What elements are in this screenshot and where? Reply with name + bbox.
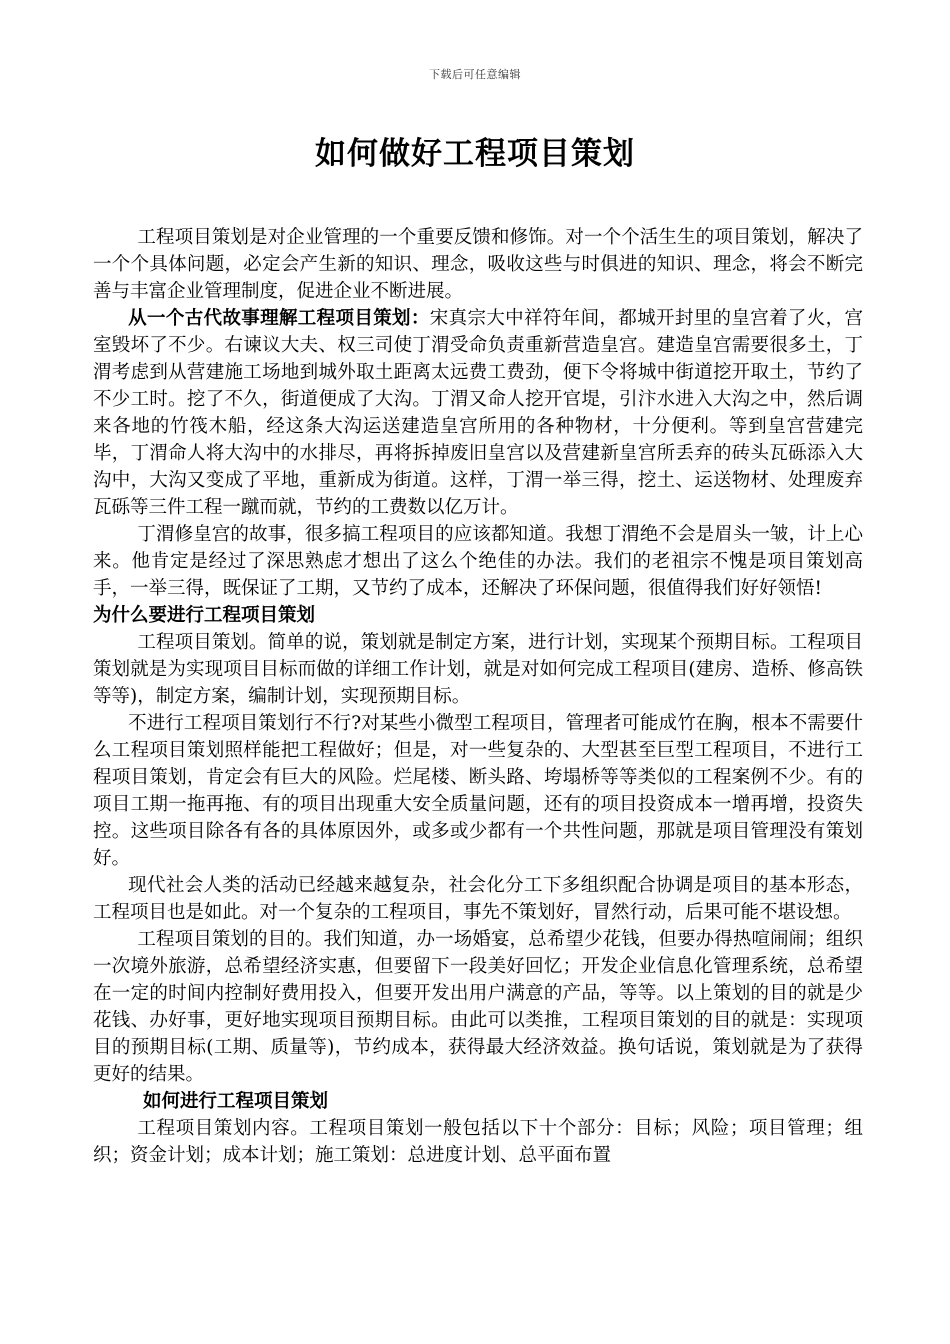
- paragraph-reflection: 丁渭修皇宫的故事，很多搞工程项目的应该都知道。我想丁渭绝不会是眉头一皱，计上心来。他肯定是经过了深思熟虑才想出了这么个绝佳的办法。我们的老祖宗不愧是项目策划高手，一举三得，既保证了工期，又节约了成本，还解决了环保问题，很值得我们好好领悟!: [93, 524, 863, 599]
- paragraph-content: 工程项目策划内容。工程项目策划一般包括以下十个部分：目标；风险；项目管理；组织；资金计划；成本计划；施工策划：总进度计划、总平面布置: [93, 1118, 863, 1166]
- document-title: 如何做好工程项目策划: [315, 136, 635, 172]
- paragraph-intro: 工程项目策划是对企业管理的一个重要反馈和修饰。对一个个活生生的项目策划，解决了一个个具体问题，必定会产生新的知识、理念，吸收这些与时俱进的知识、理念，将会不断完善与丰富企业管理制度，促进企业不断进展。: [93, 227, 863, 302]
- paragraph-modern-society: 现代社会人类的活动已经越来越复杂，社会化分工下多组织配合协调是项目的基本形态，工程项目也是如此。对一个复杂的工程项目，事先不策划好，冒然行动，后果可能不堪设想。: [93, 875, 863, 923]
- paragraph-lead: 从一个古代故事理解工程项目策划：: [128, 308, 430, 329]
- section-heading-how: 如何进行工程项目策划: [143, 1091, 329, 1112]
- paragraph-necessity: 不进行工程项目策划行不行?对某些小微型工程项目，管理者可能成竹在胸，根本不需要什么工程项目策划照样能把工程做好；但是，对一些复杂的、大型甚至巨型工程项目，不进行工程项目策划，肯定会有巨大的风险。烂尾楼、断头路、垮塌桥等等类似的工程案例不少。有的项目工期一拖再拖、有的项目出现重大安全质量问题，还有的项目投资成本一增再增，投资失控。这些项目除各有各的具体原因外，或多或少都有一个共性问题，那就是项目管理没有策划好。: [93, 713, 863, 869]
- paragraph-purpose: 工程项目策划的目的。我们知道，办一场婚宴，总希望少花钱，但要办得热喧闹闹；组织一次境外旅游，总希望经济实惠，但要留下一段美好回忆；开发企业信息化管理系统，总希望在一定的时间内控制好费用投入，但要开发出用户满意的产品，等等。以上策划的目的就是少花钱、办好事，更好地实现项目预期目标。由此可以类推，工程项目策划的目的就是：实现项目的预期目标(工期、质量等)，节约成本，获得最大经济效益。换句话说，策划就是为了获得更好的结果。: [93, 929, 863, 1085]
- document-body: [93, 224, 863, 1169]
- section-heading-why: 为什么要进行工程项目策划: [93, 605, 316, 626]
- paragraph-story-text: 宋真宗大中祥符年间，都城开封里的皇宫着了火，宫室毁坏了不少。右谏议大夫、权三司使丁渭受命负责重新营造皇宫。建造皇宫需要很多土，丁渭考虑到从营建施工场地到城外取土距离太远费工费劲，便下令将城中街道挖开取土，节约了不少工时。挖了不久，街道便成了大沟。丁渭又命人挖开官堤，引汴水进入大沟之中，然后调来各地的竹筏木船，经这条大沟运送建造皇宫所用的各种物材，十分便利。等到皇宫营建完毕，丁渭命人将大沟中的水排尽，再将拆掉废旧皇宫以及营建新皇宫所丢弃的砖头瓦砾添入大沟中，大沟又变成了平地，重新成为街道。这样，丁渭一举三得，挖土、运送物材、处理废弃瓦砾等三件工程一蹴而就，节约的工费数以亿万计。: [93, 308, 863, 518]
- paragraph-definition: 工程项目策划。简单的说，策划就是制定方案，进行计划，实现某个预期目标。工程项目策划就是为实现项目目标而做的详细工作计划，就是对如何完成工程项目(建房、造桥、修高铁等等)，制定方案，编制计划，实现预期目标。: [93, 632, 863, 707]
- paragraph-story: [93, 305, 863, 521]
- header-note: 下载后可任意编辑: [429, 68, 521, 81]
